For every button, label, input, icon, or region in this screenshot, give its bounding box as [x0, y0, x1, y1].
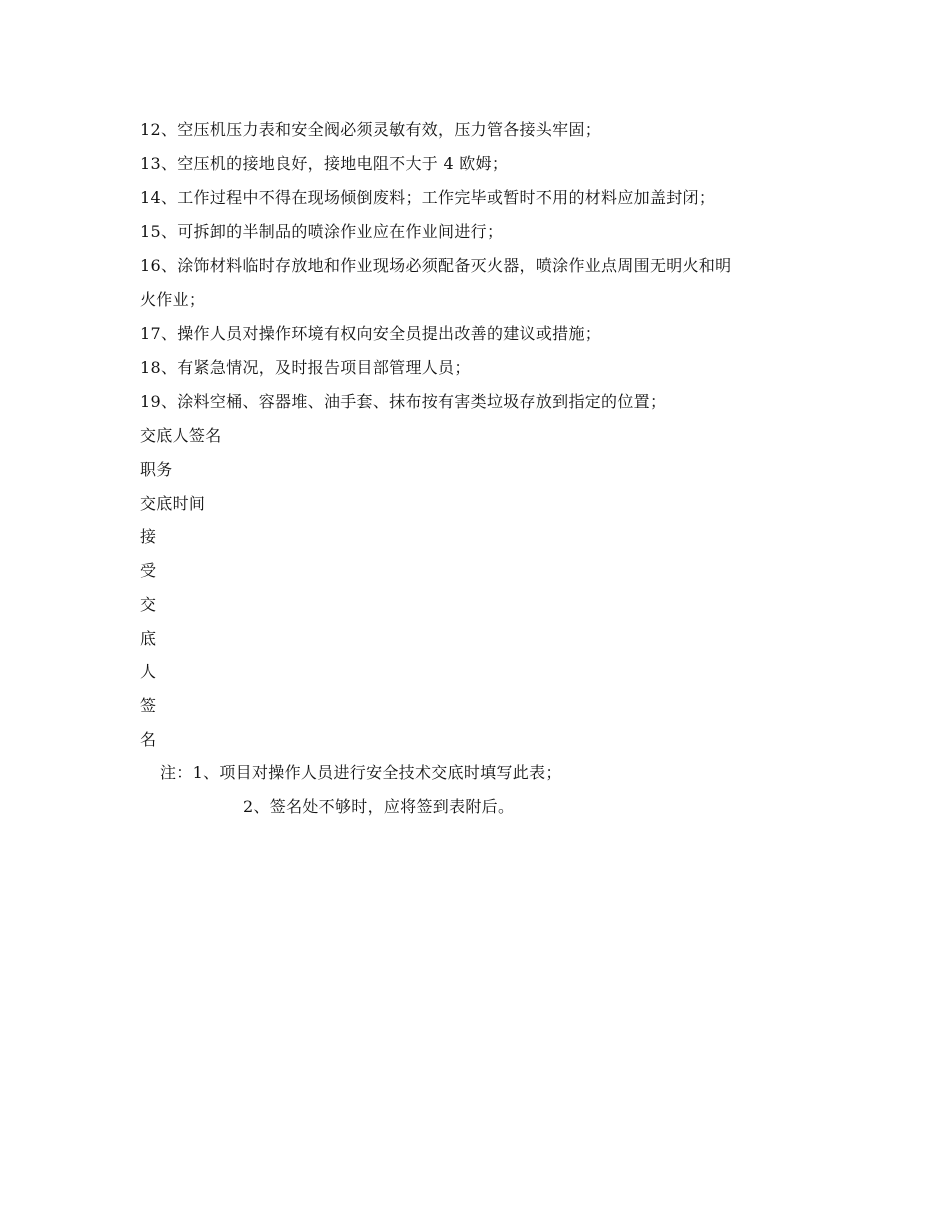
receiver-label-char: 接 — [140, 527, 157, 546]
rule-item-17: 17、操作人员对操作环境有权向安全员提出改善的建议或措施； — [140, 324, 602, 343]
rule-item-12: 12、空压机压力表和安全阀必须灵敏有效，压力管各接头牢固； — [140, 120, 602, 139]
rule-item-16-continued: 火作业； — [140, 290, 206, 309]
position-label: 职务 — [140, 460, 173, 479]
rule-item-13: 13、空压机的接地良好，接地电阻不大于 4 欧姆； — [140, 154, 509, 173]
rule-item-14: 14、工作过程中不得在现场倾倒废料；工作完毕或暂时不用的材料应加盖封闭； — [140, 188, 716, 207]
note-line-2: 2、签名处不够时，应将签到表附后。 — [243, 797, 515, 816]
receiver-label-char: 底 — [140, 629, 157, 648]
rule-item-16: 16、涂饰材料临时存放地和作业现场必须配备灭火器，喷涂作业点周围无明火和明 — [140, 256, 732, 275]
receiver-label-char: 名 — [140, 730, 157, 749]
briefing-time-label: 交底时间 — [140, 494, 206, 513]
rule-item-18: 18、有紧急情况，及时报告项目部管理人员； — [140, 358, 471, 377]
rule-item-15: 15、可拆卸的半制品的喷涂作业应在作业间进行； — [140, 222, 504, 241]
receiver-label-char: 交 — [140, 595, 157, 614]
receiver-label-char: 人 — [140, 662, 157, 681]
note-line-1: 注：1、项目对操作人员进行安全技术交底时填写此表； — [160, 763, 562, 782]
receiver-label-char: 受 — [140, 561, 157, 580]
rule-item-19: 19、涂料空桶、容器堆、油手套、抹布按有害类垃圾存放到指定的位置； — [140, 392, 667, 411]
receiver-label-char: 签 — [140, 696, 157, 715]
briefer-signature-label: 交底人签名 — [140, 426, 222, 445]
